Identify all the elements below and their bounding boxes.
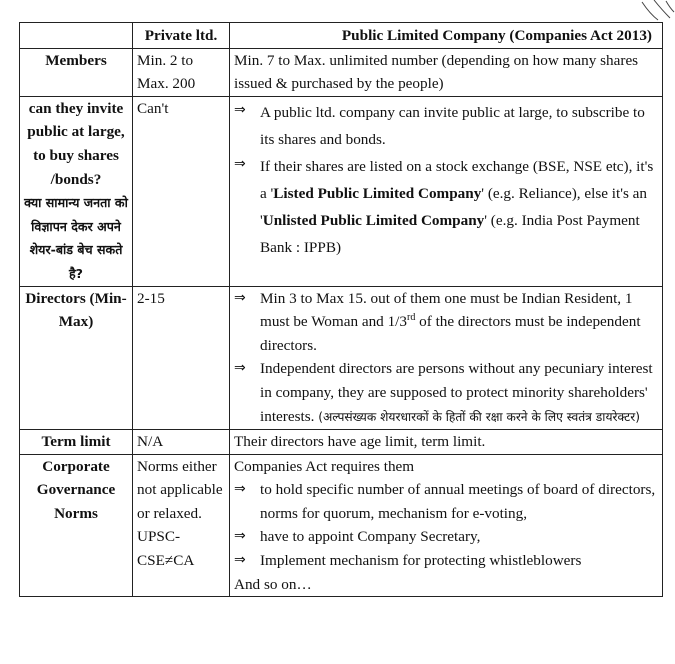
comparison-table: [19, 22, 663, 597]
directors-bullet2-hi: (अल्पसंख्यक शेयरधारकों के हितों की रक्षा करने के लिए स्वतंत्र डायरेक्टर): [318, 409, 641, 424]
invite-bullet2-e: ' (e.g. India Post Payment Bank : IPPB): [260, 211, 640, 256]
double-arrow-right-icon: ⇒: [234, 101, 246, 118]
list-item: [234, 287, 658, 358]
term-private: N/A: [133, 430, 230, 455]
invite-label-hi: क्या सामान्य जनता को विज्ञापन देकर अपने शेयर-बांड बेच सकते है?: [24, 195, 128, 281]
directors-bullet2-en: Independent directors are persons without any pecuniary interest in company, they are supposed to protect minority shareholders' interests.: [260, 360, 653, 425]
invite-bullet1: A public ltd. company can invite public at large, to subscribe to its shares and bonds.: [260, 103, 645, 148]
row-label-term: Term limit: [20, 430, 133, 455]
directors-bullet1-sup: rd: [406, 312, 416, 324]
list-item: [234, 478, 658, 525]
row-label-invite: [20, 96, 133, 286]
list-item: [234, 153, 658, 261]
table-row-members: [20, 48, 663, 96]
directors-bullet1-b: of the directors must be independent directors.: [260, 313, 641, 354]
double-arrow-right-icon: ⇒: [234, 289, 246, 306]
table-row-invite: [20, 96, 663, 286]
table-row-term: [20, 430, 663, 455]
invite-public: [230, 96, 663, 286]
double-arrow-right-icon: ⇒: [234, 552, 246, 569]
invite-bullet2-a: If their shares are listed on a stock exchange (BSE, NSE etc), it's a ': [260, 157, 654, 202]
row-label-governance: Corporate Governance Norms: [20, 454, 133, 597]
header-public: Public Limited Company (Companies Act 2013): [230, 23, 663, 49]
directors-public: [230, 286, 663, 430]
header-private: Private ltd.: [133, 23, 230, 49]
governance-outro: And so on…: [234, 575, 312, 593]
double-arrow-right-icon: ⇒: [234, 528, 246, 545]
invite-label-en: can they invite public at large, to buy shares /bonds?: [27, 99, 125, 188]
directors-bullet1: [260, 287, 658, 358]
members-public: Min. 7 to Max. unlimited number (depending on how many shares issued & purchased by the people): [230, 48, 663, 96]
table-header-row: [20, 23, 663, 49]
row-label-directors: Directors (Min-Max): [20, 286, 133, 430]
invite-private: Can't: [133, 96, 230, 286]
list-item: [234, 99, 658, 153]
governance-bullet3: Implement mechanism for protecting whistleblowers: [260, 552, 582, 570]
row-label-members: Members: [20, 48, 133, 96]
listed-company-term: Listed Public Limited Company: [273, 184, 482, 202]
members-private-line2: Max. 200: [137, 75, 196, 93]
members-private: [133, 48, 230, 96]
governance-bullet2: have to appoint Company Secretary,: [260, 528, 481, 546]
unlisted-company-term: Unlisted Public Limited Company: [262, 211, 485, 229]
governance-public: [230, 454, 663, 597]
list-item: [234, 549, 658, 573]
term-public: Their directors have age limit, term limit.: [230, 430, 663, 455]
double-arrow-right-icon: ⇒: [234, 360, 246, 377]
list-item: [234, 357, 658, 429]
invite-bullet2-c: ' (e.g. Reliance), else it's an ': [260, 184, 648, 229]
list-item: [234, 525, 658, 549]
governance-intro: Companies Act requires them: [234, 457, 415, 475]
governance-private: Norms either not applicable or relaxed. UPSC-CSE≠CA: [133, 454, 230, 597]
invite-bullet2: [260, 153, 658, 261]
table-row-directors: [20, 286, 663, 430]
table-row-governance: [20, 454, 663, 597]
double-arrow-right-icon: ⇒: [234, 155, 246, 172]
double-arrow-right-icon: ⇒: [234, 481, 246, 498]
corner-doodle: [640, 0, 675, 22]
directors-bullet1-a: Min 3 to Max 15. out of them one must be Indian Resident, 1 must be Woman and 1/3: [260, 289, 633, 331]
directors-bullet2: [260, 357, 658, 429]
governance-bullet1: to hold specific number of annual meetings of board of directors, norms for quorum, mechanism for e-voting,: [260, 481, 656, 522]
members-private-line1: Min. 2 to: [137, 51, 194, 69]
directors-private: 2-15: [133, 286, 230, 430]
header-blank: [20, 23, 133, 49]
